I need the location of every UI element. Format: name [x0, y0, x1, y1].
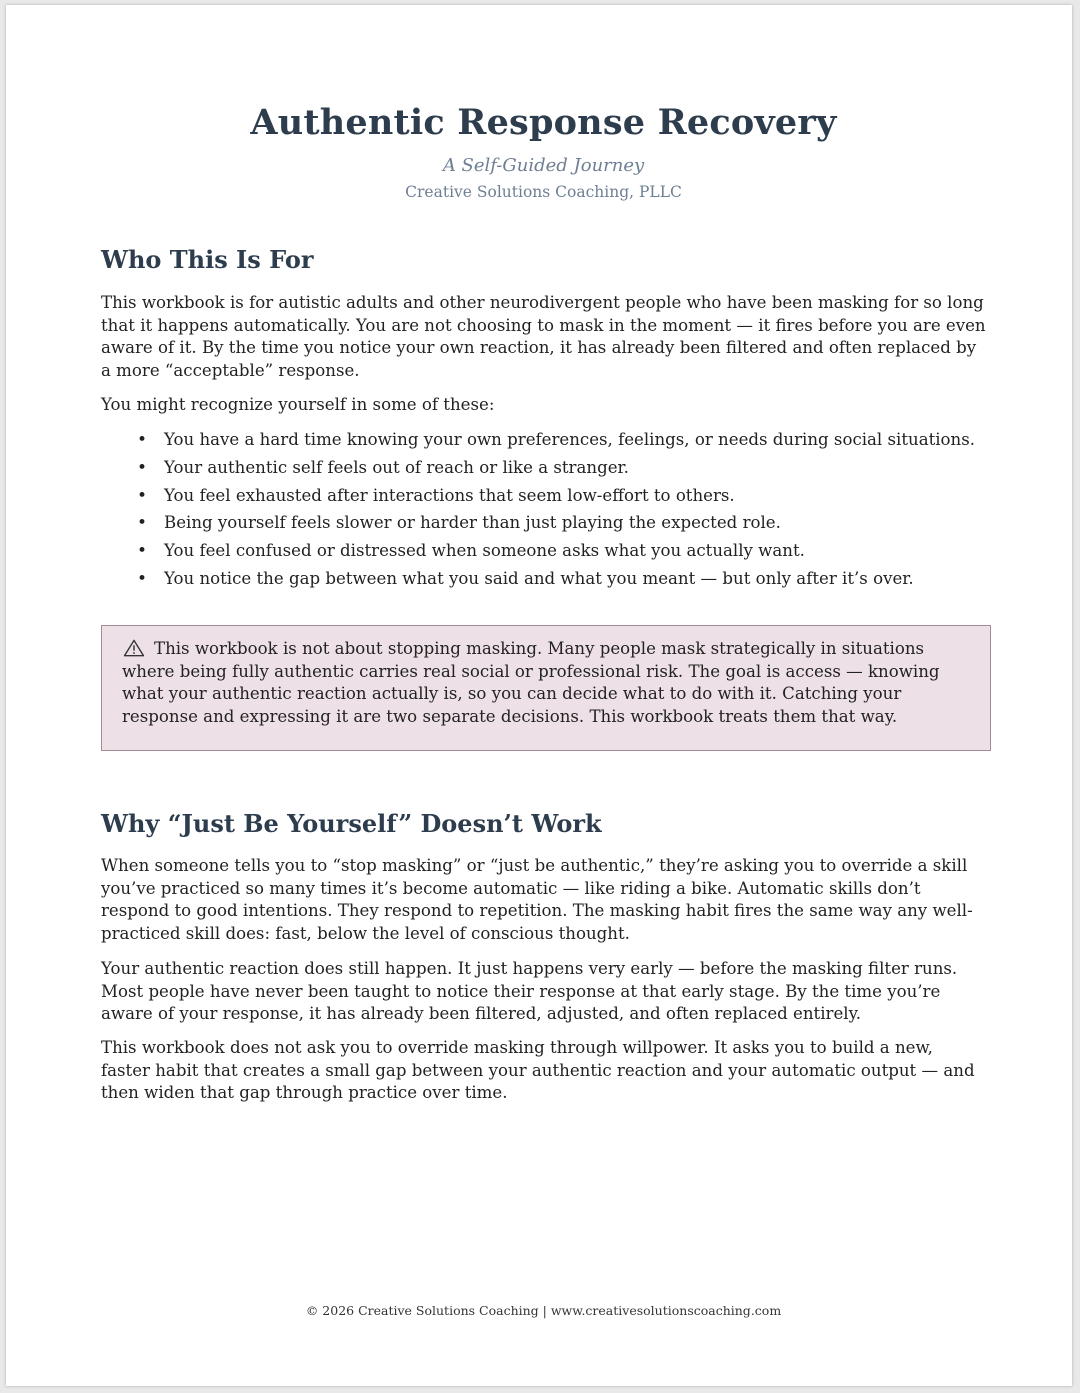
section-heading-who: Who This Is For — [101, 245, 314, 274]
who-lead-in: You might recognize yourself in some of these: — [101, 395, 495, 414]
callout-text: This workbook is not about stopping masking. Many people mask strategically in situations where being fully authentic carries real social or professional risk. The goal is access — knowing what your authentic reaction actually is, so you can decide what to do with it. Catching your response and expressing it are two separate decisions. This workbook treats them that way. — [122, 639, 940, 726]
why-paragraph-1: When someone tells you to “stop masking” or “just be authentic,” they’re asking you to override a skill you’ve practiced so many times it’s become automatic — like riding a bike. Automatic skills don’t respond to good intentions. They respond to repetition. The masking habit fires the same way any well-practiced skill does: fast, below the level of conscious thought. — [101, 856, 973, 943]
warning-callout — [101, 625, 991, 751]
why-paragraph-2: Your authentic reaction does still happen. It just happens very early — before the masking filter runs. Most people have never been taught to notice their response at that early stage. By the time you’re aware of your response, it has already been filtered, adjusted, and often replaced entirely. — [101, 959, 958, 1024]
who-intro-paragraph: This workbook is for autistic adults and other neurodivergent people who have been masking for so long that it happens automatically. You are not choosing to mask in the moment — it fires before you are even aware of it. By the time you notice your own reaction, it has already been filtered and often replaced by a more “acceptable” response. — [101, 293, 986, 380]
organization-name: Creative Solutions Coaching, PLLC — [405, 183, 682, 201]
list-item: • You feel exhausted after interactions that seem low-effort to others. — [101, 485, 986, 513]
list-item: • You notice the gap between what you said and what you meant — but only after it’s over. — [101, 568, 986, 596]
page-footer: © 2026 Creative Solutions Coaching | www.creativesolutionscoaching.com — [305, 1303, 782, 1318]
list-item: • Your authentic self feels out of reach or like a stranger. — [101, 457, 986, 485]
section-heading-why: Why “Just Be Yourself” Doesn’t Work — [101, 809, 602, 838]
recognition-list — [101, 429, 986, 596]
list-item: • You feel confused or distressed when someone asks what you actually want. — [101, 540, 986, 568]
document-subtitle: A Self-Guided Journey — [442, 155, 645, 176]
document-title: Authentic Response Recovery — [250, 102, 837, 143]
list-item: • Being yourself feels slower or harder than just playing the expected role. — [101, 512, 986, 540]
document-page — [6, 5, 1072, 1386]
list-item: • You have a hard time knowing your own preferences, feelings, or needs during social situations. — [101, 429, 986, 457]
warning-icon — [122, 639, 146, 657]
why-paragraph-3: This workbook does not ask you to override masking through willpower. It asks you to build a new, faster habit that creates a small gap between your authentic reaction and your automatic output — and then widen that gap through practice over time. — [101, 1038, 975, 1103]
